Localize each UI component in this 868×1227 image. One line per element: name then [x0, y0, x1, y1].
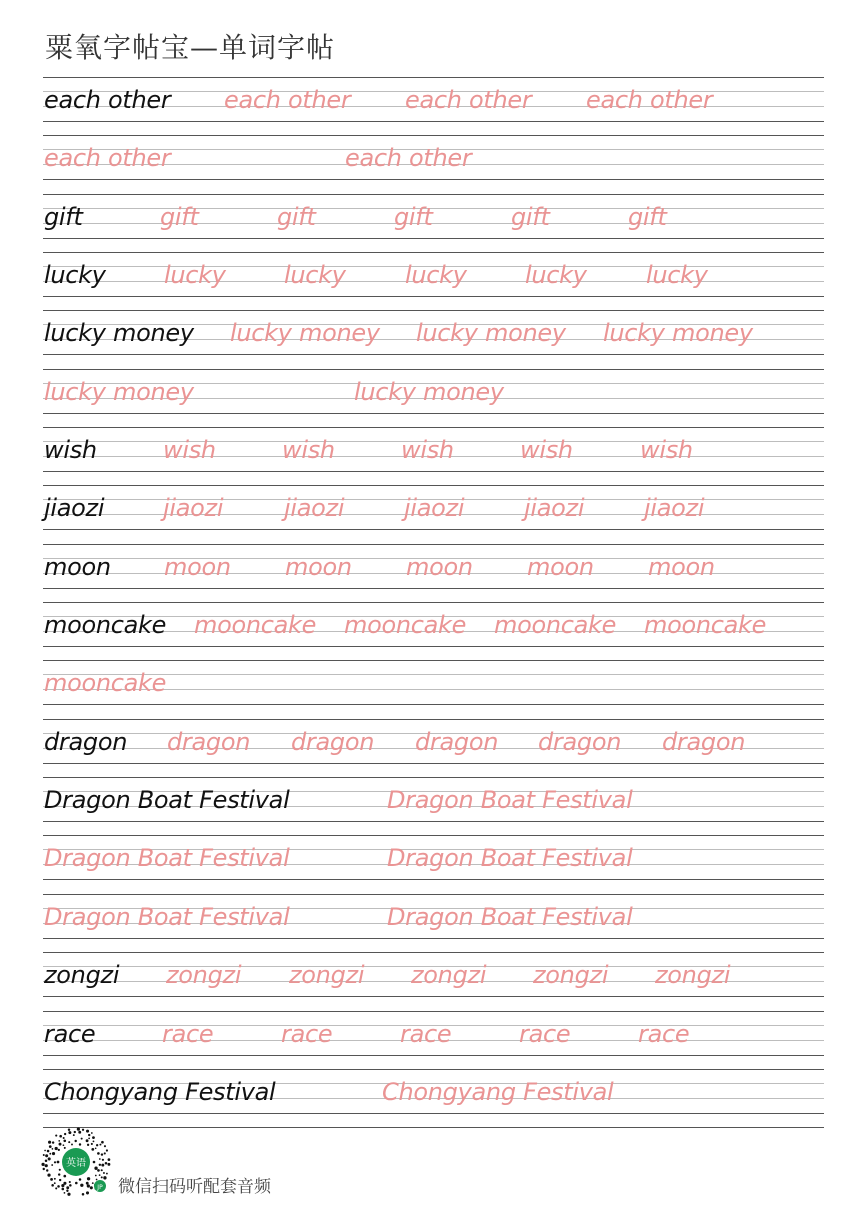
row-words — [44, 548, 824, 588]
guide-line — [43, 660, 824, 661]
trace-word: Dragon Boat Festival — [387, 902, 633, 931]
row-words — [44, 606, 824, 646]
qr-dot — [78, 1131, 81, 1134]
guide-line — [43, 588, 824, 589]
guide-line — [43, 777, 824, 778]
qr-dot — [63, 1175, 66, 1178]
qr-dot — [59, 1169, 61, 1171]
guide-line — [43, 704, 824, 705]
guide-line — [43, 1113, 824, 1114]
trace-word: zongzi — [289, 961, 365, 990]
qr-dot — [88, 1138, 90, 1140]
qr-dot — [90, 1186, 93, 1189]
row-words — [44, 314, 824, 354]
row-words — [44, 1073, 824, 1113]
qr-dot — [77, 1127, 80, 1130]
qr-dot — [82, 1129, 84, 1131]
row-words — [44, 781, 824, 821]
qr-dot — [99, 1158, 101, 1160]
qr-dot — [86, 1182, 89, 1185]
guide-line — [43, 602, 824, 603]
qr-dot — [45, 1154, 48, 1157]
qr-dot — [101, 1153, 103, 1155]
trace-word: Dragon Boat Festival — [44, 844, 290, 873]
trace-word: jiaozi — [644, 494, 705, 523]
trace-word: lucky — [284, 261, 346, 290]
trace-word: mooncake — [44, 669, 167, 698]
qr-dot — [93, 1141, 95, 1143]
trace-word: mooncake — [194, 611, 317, 640]
trace-word: lucky — [525, 261, 587, 290]
guide-line — [43, 427, 824, 428]
qr-dot — [74, 1140, 76, 1142]
writing-row — [43, 660, 824, 718]
writing-row — [43, 485, 824, 543]
qr-dot — [106, 1173, 108, 1175]
qr-dot — [51, 1184, 54, 1187]
trace-word: jiaozi — [404, 494, 465, 523]
qr-dot — [101, 1169, 103, 1171]
trace-word: each other — [345, 144, 472, 173]
qr-dot — [50, 1178, 53, 1181]
writing-row — [43, 777, 824, 835]
guide-line — [43, 1069, 824, 1070]
guide-line — [43, 544, 824, 545]
qr-dot — [43, 1168, 45, 1170]
trace-word: dragon — [415, 727, 499, 756]
qr-dot — [87, 1177, 90, 1180]
qr-dot — [79, 1143, 81, 1145]
model-word: mooncake — [44, 611, 167, 640]
trace-word: moon — [406, 552, 473, 581]
guide-line — [43, 135, 824, 136]
qr-dot — [101, 1164, 104, 1167]
qr-dot — [64, 1192, 66, 1194]
guide-line — [43, 996, 824, 997]
trace-word: jiaozi — [163, 494, 224, 523]
qr-dot — [51, 1164, 53, 1166]
guide-line — [43, 894, 824, 895]
trace-word: zongzi — [166, 961, 242, 990]
model-word: Chongyang Festival — [44, 1077, 276, 1106]
writing-row — [43, 135, 824, 193]
trace-word: dragon — [167, 727, 251, 756]
qr-dot — [47, 1174, 50, 1177]
copybook-sheet — [43, 77, 824, 1128]
qr-dot — [52, 1152, 55, 1155]
qr-dot — [97, 1169, 100, 1172]
writing-row — [43, 894, 824, 952]
qr-dot — [82, 1193, 85, 1196]
qr-dot — [97, 1152, 100, 1155]
trace-word: race — [281, 1019, 333, 1048]
qr-dot — [108, 1158, 111, 1161]
guide-line — [43, 879, 824, 880]
writing-row — [43, 1011, 824, 1069]
qr-dot — [62, 1188, 65, 1191]
qr-dot — [45, 1164, 48, 1167]
trace-word: each other — [44, 144, 171, 173]
guide-line — [43, 194, 824, 195]
row-words — [44, 198, 824, 238]
trace-word: zongzi — [655, 961, 731, 990]
row-words — [44, 664, 824, 704]
model-word: lucky — [44, 261, 106, 290]
qr-dot — [96, 1179, 98, 1181]
trace-word: race — [638, 1019, 690, 1048]
trace-word: zongzi — [411, 961, 487, 990]
trace-word: race — [519, 1019, 571, 1048]
qr-dot — [74, 1131, 76, 1133]
writing-row — [43, 602, 824, 660]
trace-word: gift — [160, 202, 199, 231]
qr-dot — [63, 1140, 66, 1143]
model-word: dragon — [44, 727, 128, 756]
qr-dot — [105, 1162, 108, 1165]
trace-word: each other — [586, 86, 713, 114]
qr-dot — [87, 1184, 90, 1187]
qr-dot — [68, 1129, 70, 1131]
guide-line — [43, 938, 824, 939]
qr-dot — [64, 1147, 66, 1149]
qr-dot — [91, 1148, 94, 1151]
trace-word: each other — [405, 86, 532, 114]
trace-word: Dragon Boat Festival — [44, 902, 290, 931]
guide-line — [43, 296, 824, 297]
qr-dot — [95, 1147, 97, 1149]
trace-word: lucky money — [603, 319, 753, 348]
qr-dot — [86, 1191, 89, 1194]
row-words — [44, 139, 824, 179]
trace-word: lucky money — [416, 319, 566, 348]
guide-line — [43, 471, 824, 472]
model-word: gift — [44, 202, 83, 231]
qr-dot — [79, 1178, 82, 1181]
row-words — [44, 898, 824, 938]
qr-dot — [81, 1138, 83, 1140]
model-word: race — [44, 1019, 96, 1048]
row-words — [44, 1015, 824, 1055]
guide-line — [43, 485, 824, 486]
qr-dot — [47, 1150, 50, 1153]
qr-dot — [58, 1140, 60, 1142]
guide-line — [43, 252, 824, 253]
qr-dot — [96, 1144, 98, 1146]
trace-word: wish — [163, 436, 216, 465]
row-words — [44, 839, 824, 879]
trace-word: lucky — [646, 261, 708, 290]
writing-row — [43, 719, 824, 777]
trace-word: moon — [285, 552, 352, 581]
qr-dot — [52, 1148, 54, 1150]
qr-dot — [59, 1135, 62, 1138]
qr-dot — [49, 1145, 52, 1148]
qr-dot — [54, 1161, 56, 1163]
qr-dot — [80, 1184, 83, 1187]
qr-dot — [102, 1159, 104, 1161]
qr-dot — [75, 1182, 78, 1185]
qr-dot — [48, 1141, 51, 1144]
trace-word: Chongyang Festival — [382, 1077, 614, 1106]
qr-dot — [58, 1149, 60, 1151]
guide-line — [43, 369, 824, 370]
qr-dot — [71, 1144, 73, 1146]
trace-word: mooncake — [644, 611, 767, 640]
trace-word: wish — [520, 436, 573, 465]
trace-word: Dragon Boat Festival — [387, 786, 633, 815]
qr-dot — [68, 1131, 71, 1134]
model-word: each other — [44, 86, 171, 114]
guide-line — [43, 310, 824, 311]
qr-dot — [101, 1141, 104, 1144]
qr-dot — [63, 1137, 65, 1139]
trace-word: lucky — [405, 261, 467, 290]
trace-word: mooncake — [344, 611, 467, 640]
qr-dot — [45, 1159, 48, 1162]
guide-line — [43, 121, 824, 122]
page-title: 粟氧字帖宝—单词字帖 — [45, 31, 336, 64]
row-words — [44, 256, 824, 296]
qr-dot — [46, 1169, 48, 1171]
qr-dot — [44, 1150, 46, 1152]
wechat-qr-code-icon[interactable] — [40, 1126, 112, 1198]
guide-line — [43, 1055, 824, 1056]
qr-dot — [69, 1184, 72, 1187]
qr-dot — [63, 1182, 66, 1185]
trace-word: moon — [648, 552, 715, 581]
row-words — [44, 956, 824, 996]
qr-dot — [93, 1161, 96, 1164]
trace-word: race — [162, 1019, 214, 1048]
qr-dot — [41, 1163, 44, 1166]
qr-dot — [91, 1143, 93, 1145]
guide-line — [43, 77, 824, 78]
trace-word: lucky money — [230, 319, 380, 348]
guide-line — [43, 413, 824, 414]
qr-dot — [94, 1167, 97, 1170]
qr-dot — [55, 1187, 57, 1189]
trace-word: lucky — [164, 261, 226, 290]
qr-dot — [57, 1185, 60, 1188]
writing-row — [43, 194, 824, 252]
qr-dot — [95, 1175, 97, 1177]
qr-dot — [103, 1176, 106, 1179]
model-word: moon — [44, 552, 111, 581]
qr-dot — [87, 1144, 89, 1146]
trace-word: gift — [511, 202, 550, 231]
qr-dot — [92, 1136, 95, 1139]
qr-dot — [103, 1172, 105, 1174]
row-words — [44, 373, 824, 413]
qr-dot — [99, 1164, 101, 1166]
qr-dot — [43, 1154, 45, 1156]
trace-word: Dragon Boat Festival — [387, 844, 633, 873]
guide-line — [43, 719, 824, 720]
trace-word: moon — [527, 552, 594, 581]
guide-line — [43, 646, 824, 647]
qr-dot — [68, 1141, 70, 1143]
qr-dot — [64, 1133, 66, 1135]
qr-dot — [66, 1186, 69, 1189]
writing-row — [43, 310, 824, 368]
qr-dot — [59, 1143, 62, 1146]
trace-word: mooncake — [494, 611, 617, 640]
trace-word: gift — [394, 202, 433, 231]
writing-row — [43, 1069, 824, 1127]
trace-word: moon — [164, 552, 231, 581]
trace-word: zongzi — [533, 961, 609, 990]
qr-dot — [101, 1176, 103, 1178]
qr-corner-text: JP — [97, 1184, 103, 1191]
qr-badge-text: 英语 — [66, 1158, 86, 1169]
qr-dot — [66, 1190, 68, 1192]
trace-word: wish — [282, 436, 335, 465]
qr-dot — [52, 1141, 54, 1143]
trace-word: jiaozi — [284, 494, 345, 523]
trace-word: gift — [628, 202, 667, 231]
row-words — [44, 81, 824, 121]
qr-dot — [88, 1134, 90, 1136]
row-words — [44, 431, 824, 471]
qr-dot — [55, 1147, 58, 1150]
model-word: zongzi — [44, 961, 120, 990]
qr-dot — [48, 1157, 51, 1160]
writing-row — [43, 77, 824, 135]
qr-dot — [57, 1161, 60, 1164]
scan-for-audio-caption: 微信扫码听配套音频 — [118, 1177, 271, 1197]
qr-dot — [54, 1178, 56, 1180]
qr-dot — [104, 1145, 106, 1147]
guide-line — [43, 835, 824, 836]
guide-line — [43, 238, 824, 239]
qr-dot — [49, 1153, 51, 1155]
trace-word: gift — [277, 202, 316, 231]
qr-dot — [55, 1135, 57, 1137]
model-word: wish — [44, 436, 97, 465]
qr-dot — [86, 1130, 89, 1133]
trace-word: jiaozi — [524, 494, 585, 523]
writing-row — [43, 252, 824, 310]
trace-word: lucky money — [354, 377, 504, 406]
audio-footer — [40, 1126, 440, 1198]
qr-dot — [67, 1193, 70, 1196]
writing-row — [43, 835, 824, 893]
writing-row — [43, 952, 824, 1010]
guide-line — [43, 763, 824, 764]
qr-dot — [69, 1181, 71, 1183]
qr-dot — [107, 1163, 110, 1166]
qr-dot — [106, 1149, 108, 1151]
qr-dot — [86, 1139, 89, 1142]
model-word: jiaozi — [44, 494, 105, 523]
trace-word: dragon — [662, 727, 746, 756]
trace-word: lucky money — [44, 377, 194, 406]
trace-word: race — [400, 1019, 452, 1048]
qr-dot — [59, 1179, 61, 1181]
qr-dot — [91, 1132, 93, 1134]
qr-dot — [63, 1144, 65, 1146]
model-word: Dragon Boat Festival — [44, 786, 290, 815]
row-words — [44, 723, 824, 763]
qr-dot — [54, 1182, 56, 1184]
guide-line — [43, 354, 824, 355]
trace-word: dragon — [291, 727, 375, 756]
qr-dot — [73, 1134, 75, 1136]
trace-word: wish — [401, 436, 454, 465]
writing-row — [43, 544, 824, 602]
guide-line — [43, 821, 824, 822]
writing-row — [43, 427, 824, 485]
qr-dot — [99, 1174, 101, 1176]
trace-word: each other — [224, 86, 351, 114]
qr-dot — [58, 1173, 60, 1175]
qr-dot — [104, 1152, 106, 1154]
guide-line — [43, 529, 824, 530]
row-words — [44, 489, 824, 529]
trace-word: wish — [640, 436, 693, 465]
model-word: lucky money — [44, 319, 194, 348]
qr-dot — [99, 1144, 101, 1146]
guide-line — [43, 952, 824, 953]
writing-row — [43, 369, 824, 427]
qr-dot — [92, 1182, 94, 1184]
trace-word: dragon — [538, 727, 622, 756]
guide-line — [43, 1011, 824, 1012]
guide-line — [43, 179, 824, 180]
